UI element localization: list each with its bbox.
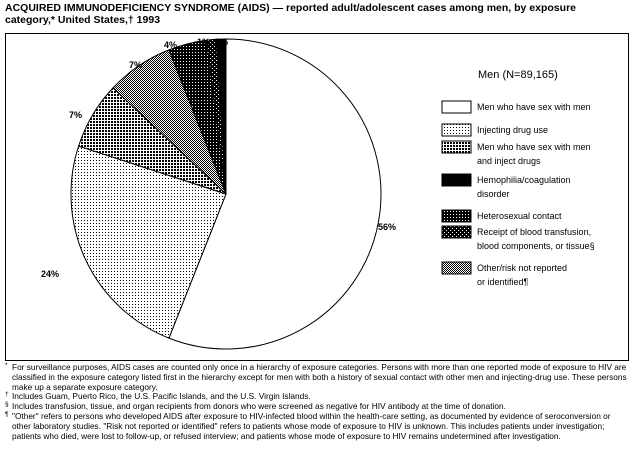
footnote-text: Includes transfusion, tissue, and organ recipients from donors who were screened as negative for HIV antibody at the time of donation. [12, 401, 506, 412]
pie-label-heterosexual-contact: 4% [164, 40, 178, 50]
legend-item-other-risk-not-reported-or-identified [442, 262, 567, 287]
legend-title: Men (N=89,165) [478, 69, 558, 81]
legend-swatch [442, 124, 471, 136]
legend-item-injecting-drug-use [442, 124, 548, 136]
footnotes [5, 363, 629, 441]
pie-label-other-risk-not-reported-or-identified: 7% [129, 60, 143, 70]
footnote-text: For surveillance purposes, AIDS cases are counted only once in a hierarchy of exposure categories. Persons with more than one reported mode of exposure to HIV are classified in the exposure category listed first in the hierarchy except for men with both a history of sexual contact with other men and injecting-drug use. These persons make up a separate exposure category. [12, 362, 627, 392]
footnote [5, 412, 629, 441]
pie-label-hemophilia-coagulation-disorder: 1% [215, 37, 229, 47]
legend-swatch [442, 174, 471, 186]
legend-label: Injecting drug use [477, 125, 549, 135]
chart-title: ACQUIRED IMMUNODEFICIENCY SYNDROME (AIDS) — reported adult/adolescent cases among men, by exposure category,* United States,† 1993 [5, 2, 576, 26]
legend-label: Receipt of blood transfusion, blood components, or tissue§ [477, 227, 595, 251]
legend-label: Men who have sex with men and inject drugs [477, 142, 591, 166]
legend-label: Men who have sex with men [477, 102, 591, 112]
legend-swatch [442, 101, 471, 113]
pie-label-men-who-have-sex-with-men-and-inject-drugs: 7% [69, 110, 83, 120]
chart-frame [5, 33, 629, 361]
pie-chart [6, 34, 628, 360]
legend-label: Heterosexual contact [477, 211, 562, 221]
pie-label-receipt-of-blood-transfusion-blood-components-or-tissue: 1% [197, 37, 211, 47]
legend-label: Hemophilia/coagulation disorder [477, 175, 571, 199]
legend-item-men-who-have-sex-with-men-and-inject-drugs [442, 141, 591, 166]
legend [442, 101, 595, 287]
footnote-mark: * [5, 362, 8, 369]
footnote [5, 363, 629, 392]
pie-slices [71, 39, 381, 349]
legend-label: Other/risk not reported or identified¶ [477, 263, 568, 287]
legend-swatch [442, 141, 471, 153]
footnote-mark: ¶ [5, 410, 9, 418]
legend-swatch [442, 226, 471, 238]
pie-label-men-who-have-sex-with-men: 56% [378, 222, 397, 232]
footnote-text: "Other" refers to persons who developed AIDS after exposure to HIV-infected blood within the health-care setting, as documented by evidence of seroconversion or other laboratory studies. "Risk not reported or identified" refers to patients whose mode of exposure to HIV is unknown. This includes patients under investigation; patients who died, were lost to follow-up, or refused interview; and patients whose mode of exposure to HIV remains undetermined after investigation. [12, 410, 611, 441]
footnote-text: Includes Guam, Puerto Rico, the U.S. Pacific Islands, and the U.S. Virgin Islands. [12, 391, 311, 402]
legend-swatch [442, 210, 471, 222]
footnote-mark: † [5, 391, 9, 399]
legend-item-receipt-of-blood-transfusion-blood-components-or-tissue [442, 226, 595, 251]
footnote-mark: § [5, 401, 9, 409]
legend-item-men-who-have-sex-with-men [442, 101, 591, 113]
legend-item-heterosexual-contact [442, 210, 562, 222]
legend-item-hemophilia-coagulation-disorder [442, 174, 571, 199]
pie-label-injecting-drug-use: 24% [41, 269, 60, 279]
legend-swatch [442, 262, 471, 274]
